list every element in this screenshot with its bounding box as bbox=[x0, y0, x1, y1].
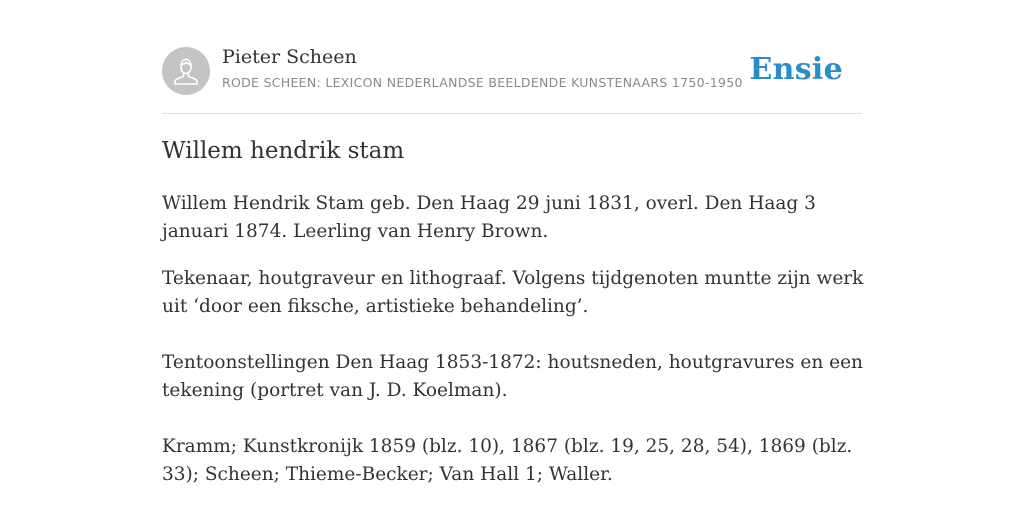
page bbox=[162, 0, 864, 485]
article-paragraph: Tekenaar, houtgraveur en lithograaf. Volgens tijdgenoten muntte zijn werk uit ‘door een fiksche, artistieke behandeling’. bbox=[162, 268, 864, 317]
article-paragraph: Kramm; Kunstkronijk 1859 (blz. 10), 1867 (blz. 19, 25, 28, 54), 1869 (blz. 33); Scheen; Thieme-Becker; Van Hall 1; Waller. bbox=[162, 436, 853, 485]
article-paragraph: Tentoonstellingen Den Haag 1853-1872: houtsneden, houtgravures en een tekening (portret van J. D. Koelman). bbox=[162, 352, 863, 401]
author-name[interactable]: Pieter Scheen bbox=[222, 46, 357, 68]
ensie-logo[interactable]: Ensie bbox=[749, 52, 843, 87]
author-header bbox=[162, 0, 862, 114]
source-title[interactable]: RODE SCHEEN: LEXICON NEDERLANDSE BEELDENDE KUNSTENAARS 1750-1950 bbox=[222, 75, 743, 90]
user-icon bbox=[162, 47, 210, 95]
article-title: Willem hendrik stam bbox=[162, 138, 405, 164]
article-paragraph: Willem Hendrik Stam geb. Den Haag 29 juni 1831, overl. Den Haag 3 januari 1874. Leerling van Henry Brown. bbox=[162, 193, 816, 242]
author-avatar[interactable] bbox=[162, 47, 210, 95]
